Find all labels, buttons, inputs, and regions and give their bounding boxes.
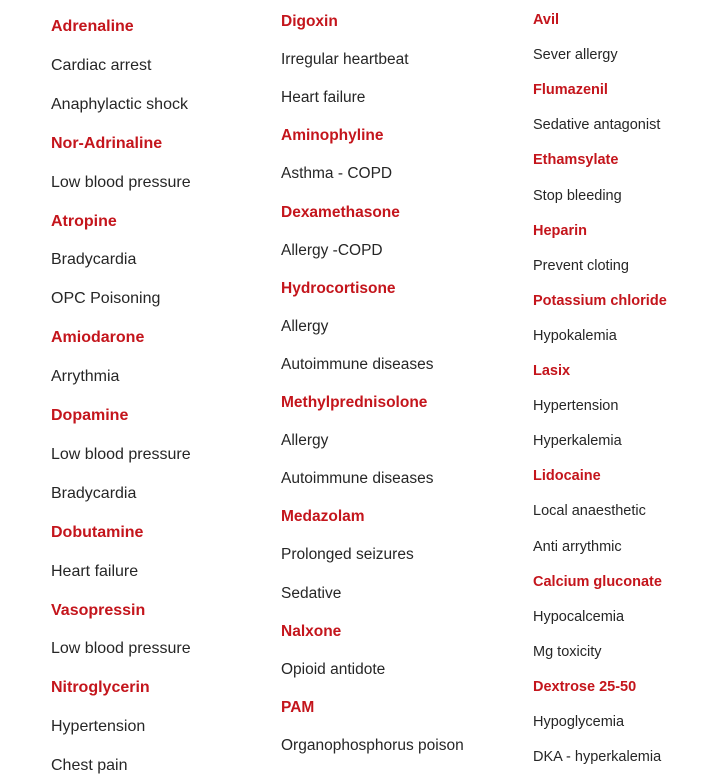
drug-name: Methylprednisolone (281, 394, 428, 411)
drug-indication: Prevent cloting (533, 257, 629, 274)
drug-indication: Asthma - COPD (281, 165, 393, 183)
drug-indication: Low blood pressure (51, 640, 191, 658)
drug-indication: Cardiac arrest (51, 56, 152, 74)
drug-indication: Anti arrythmic (533, 538, 622, 555)
drug-indication: Irregular heartbeat (281, 51, 409, 69)
drug-indication: Organophosphorus poison (281, 736, 464, 754)
drug-name: Atropine (51, 212, 117, 230)
drug-indication: DKA - hyperkalemia (533, 749, 662, 766)
drug-indication: Allergy -COPD (281, 241, 383, 259)
drug-name: Adrenaline (51, 18, 134, 35)
drug-name: Amiodarone (51, 329, 145, 347)
drug-indication: Low blood pressure (51, 173, 191, 191)
drug-name: Lasix (533, 363, 571, 379)
drug-indication: Low blood pressure (51, 445, 191, 463)
drug-indication: Local anaesthetic (533, 503, 646, 520)
drug-name: Flumazenil (533, 82, 608, 99)
drug-indication: Hyperkalemia (533, 433, 622, 450)
drug-indication: Bradycardia (51, 484, 137, 502)
drug-indication: Autoimmune diseases (281, 355, 434, 373)
drug-indication: Allergy (281, 432, 329, 450)
drug-name: Nalxone (281, 622, 342, 640)
drug-name: PAM (281, 698, 315, 716)
drug-name: Calcium gluconate (533, 573, 662, 590)
drug-indication: Hypoglycemia (533, 714, 625, 730)
drug-indication: Sever allergy (533, 47, 618, 64)
drug-name: Nitroglycerin (51, 679, 150, 697)
drug-name: Dobutamine (51, 523, 144, 541)
drug-indication: Heart failure (281, 89, 366, 107)
drug-name: Ethamsylate (533, 152, 619, 169)
drug-name: Digoxin (281, 13, 338, 30)
drug-name: Heparin (533, 222, 587, 239)
drug-indication: Chest pain (51, 757, 128, 775)
drug-indication: Hypertension (533, 398, 619, 415)
drug-name: Medazolam (281, 508, 365, 526)
drug-indication: Hypokalemia (533, 327, 617, 344)
drug-indication: Arrythmia (51, 368, 120, 386)
drug-name: Dextrose 25-50 (533, 678, 637, 695)
drug-name: Vasopressin (51, 601, 146, 619)
drug-indication: Hypocalcemia (533, 608, 625, 625)
drug-name: Dopamine (51, 407, 129, 424)
drug-name: Nor-Adrinaline (51, 134, 163, 152)
drug-indication: Sedative antagonist (533, 117, 661, 134)
drug-name: Dexamethasone (281, 203, 400, 221)
drug-indication: Bradycardia (51, 251, 137, 269)
drug-name: Avil (533, 12, 560, 28)
drug-indication: Prolonged seizures (281, 546, 414, 564)
drug-name: Potassium chloride (533, 292, 667, 309)
drug-indication: Mg toxicity (533, 643, 602, 660)
drug-indication: Allergy (281, 317, 329, 335)
drug-indication: Opioid antidote (281, 660, 386, 678)
drug-indication: Autoimmune diseases (281, 470, 434, 488)
drug-name: Hydrocortisone (281, 279, 396, 297)
drug-indication: Hypertension (51, 718, 146, 736)
drug-indication: Sedative (281, 584, 342, 602)
drug-indication: Anaphylactic shock (51, 95, 188, 113)
drug-indication: Heart failure (51, 562, 139, 580)
drug-indication: OPC Poisoning (51, 290, 161, 308)
drug-indication: Stop bleeding (533, 187, 622, 204)
drug-name: Aminophyline (281, 127, 384, 145)
drug-name: Lidocaine (533, 468, 601, 485)
